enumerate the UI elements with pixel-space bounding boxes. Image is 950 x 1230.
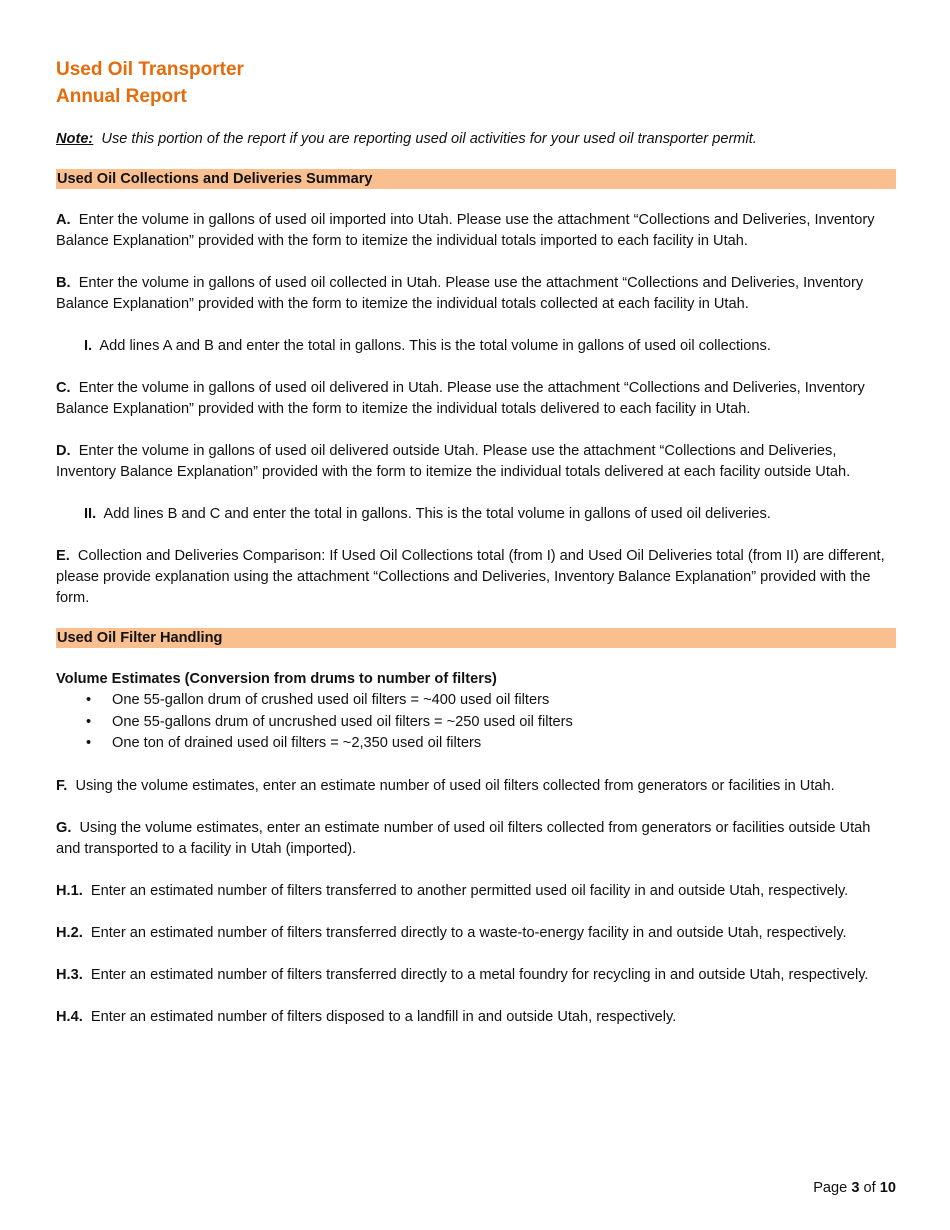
item-c: [56, 378, 896, 420]
item-label: H.1.: [56, 882, 83, 899]
item-text: Enter an estimated number of filters transferred to another permitted used oil facility in and outside Utah, respectively.: [90, 882, 849, 899]
item-f: [56, 776, 896, 797]
page-number: [813, 1180, 896, 1196]
item-ii: [56, 504, 896, 525]
item-text: Collection and Deliveries Comparison: If Used Oil Collections total (from I) and Used Oil Deliveries total (from II) are different, please provide explanation using the attachment “Collections and Deliveries, Inventory Balance Explanation” provided with the form.: [56, 548, 885, 606]
item-label: A.: [56, 212, 71, 228]
item-label: F.: [56, 777, 68, 794]
item-label: H.3.: [56, 966, 83, 983]
item-h1: [56, 881, 896, 902]
note-text: Use this portion of the report if you are reporting used oil activities for your used oil transporter permit.: [101, 131, 757, 147]
item-text: Using the volume estimates, enter an estimate number of used oil filters collected from generators or facilities outside Utah and transported to a facility in Utah (imported).: [56, 819, 871, 857]
item-label: B.: [56, 275, 71, 291]
item-text: Enter an estimated number of filters transferred directly to a metal foundry for recycling in and outside Utah, respectively.: [90, 966, 869, 983]
item-label: H.4.: [56, 1008, 83, 1025]
item-label: G.: [56, 819, 72, 836]
item-g: [56, 818, 896, 860]
item-text: Enter an estimated number of filters transferred directly to a waste-to-energy facility in and outside Utah, respectively.: [90, 924, 847, 941]
item-text: Using the volume estimates, enter an estimate number of used oil filters collected from generators or facilities in Utah.: [75, 777, 835, 794]
item-i: [56, 336, 896, 357]
item-label: D.: [56, 443, 71, 459]
section-heading-filters: Used Oil Filter Handling: [56, 628, 896, 648]
item-text: Enter an estimated number of filters disposed to a landfill in and outside Utah, respectively.: [90, 1008, 677, 1025]
item-label: H.2.: [56, 924, 83, 941]
item-label: II.: [84, 506, 97, 522]
report-title-line1: Used Oil Transporter: [56, 59, 244, 80]
item-text: Enter the volume in gallons of used oil delivered in Utah. Please use the attachment “Collections and Deliveries, Inventory Balance Explanation” provided with the form to itemize the individual totals delivered to each facility in Utah.: [56, 380, 865, 417]
list-item: • One 55-gallon drum of crushed used oil filters = ~400 used oil filters: [112, 690, 896, 712]
page-total: 10: [879, 1180, 896, 1196]
item-d: [56, 441, 896, 483]
item-text: Add lines A and B and enter the total in gallons. This is the total volume in gallons of used oil collections.: [99, 338, 771, 354]
item-text: Enter the volume in gallons of used oil delivered outside Utah. Please use the attachment “Collections and Deliveries, Inventory Balance Explanation” provided with the form to itemize the individual totals delivered at each facility outside Utah.: [56, 443, 851, 480]
of-word: of: [863, 1180, 876, 1196]
item-text: Add lines B and C and enter the total in gallons. This is the total volume in gallons of used oil deliveries.: [103, 506, 771, 522]
note-label: Note:: [56, 131, 94, 147]
item-h3: [56, 965, 896, 986]
list-item: • One 55-gallons drum of uncrushed used oil filters = ~250 used oil filters: [112, 712, 896, 734]
item-a: [56, 210, 896, 252]
item-h4: [56, 1007, 896, 1028]
section-heading-collections: Used Oil Collections and Deliveries Summary: [56, 169, 896, 189]
item-h2: [56, 923, 896, 944]
note: [56, 129, 896, 150]
volume-estimates-heading: Volume Estimates (Conversion from drums to number of filters): [56, 671, 497, 687]
item-e: [56, 546, 896, 609]
page-current: 3: [851, 1180, 860, 1196]
item-label: C.: [56, 380, 71, 396]
item-text: Enter the volume in gallons of used oil collected in Utah. Please use the attachment “Collections and Deliveries, Inventory Balance Explanation” provided with the form to itemize the individual totals collected at each facility in Utah.: [56, 275, 864, 312]
item-label: E.: [56, 548, 70, 564]
item-label: I.: [84, 338, 93, 354]
item-b: [56, 273, 896, 315]
document-page: [56, 56, 896, 1028]
list-item: • One ton of drained used oil filters = ~2,350 used oil filters: [112, 733, 896, 755]
report-title-line2: Annual Report: [56, 86, 187, 107]
item-text: Enter the volume in gallons of used oil imported into Utah. Please use the attachment “Collections and Deliveries, Inventory Balance Explanation” provided with the form to itemize the individual totals imported to each facility in Utah.: [56, 212, 875, 249]
page-word: Page: [813, 1180, 848, 1196]
volume-estimates-list: [56, 690, 896, 755]
